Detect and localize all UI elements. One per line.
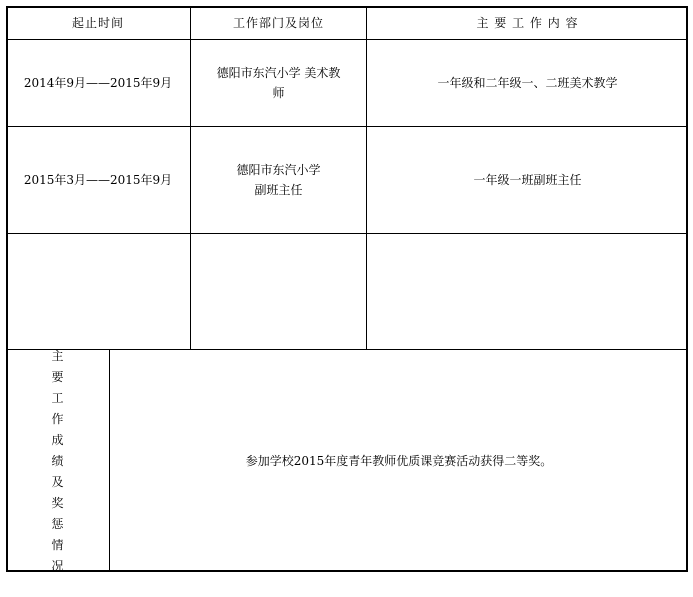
achievements-label-char: 作 [51,411,64,426]
header-content: 主 要 工 作 内 容 [476,15,579,30]
row3-department [191,234,366,349]
achievements-label-char: 主 [51,348,64,363]
row2-department-line2: 副班主任 [254,183,303,197]
achievements-label-char: 况 [51,558,64,573]
achievements-label-char: 工 [51,390,64,405]
row2-period: 2015年3月——2015年9月 [23,173,173,187]
row3-content [367,234,688,349]
row1-content: 一年级和二年级一、二班美术教学 [437,76,618,90]
achievements-label-char: 惩 [51,516,64,531]
row2-content: 一年级一班副班主任 [473,173,582,187]
row1-department-line1: 德阳市东汽小学 美术教 [216,66,341,80]
achievements-label-char: 情 [51,537,64,552]
header-department: 工作部门及岗位 [232,15,324,30]
row1-period: 2014年9月——2015年9月 [23,76,173,90]
achievements-label-char: 奖 [51,495,64,510]
row1-department [191,40,366,126]
row2-department-line1: 德阳市东汽小学 [236,163,321,177]
row2-department [191,127,366,233]
achievements-label [6,350,109,572]
achievements-label-char: 成 [51,432,64,447]
header-period: 起止时间 [71,15,124,30]
achievements-text: 参加学校2015年度青年教师优质课竞赛活动获得二等奖。 [245,454,553,468]
achievements-label-char: 及 [51,474,64,489]
row3-period [6,234,190,349]
achievements-label-char: 要 [51,369,64,384]
row1-department-line2: 师 [272,86,285,100]
work-experience-table [6,6,688,572]
achievements-label-char: 绩 [51,453,64,468]
